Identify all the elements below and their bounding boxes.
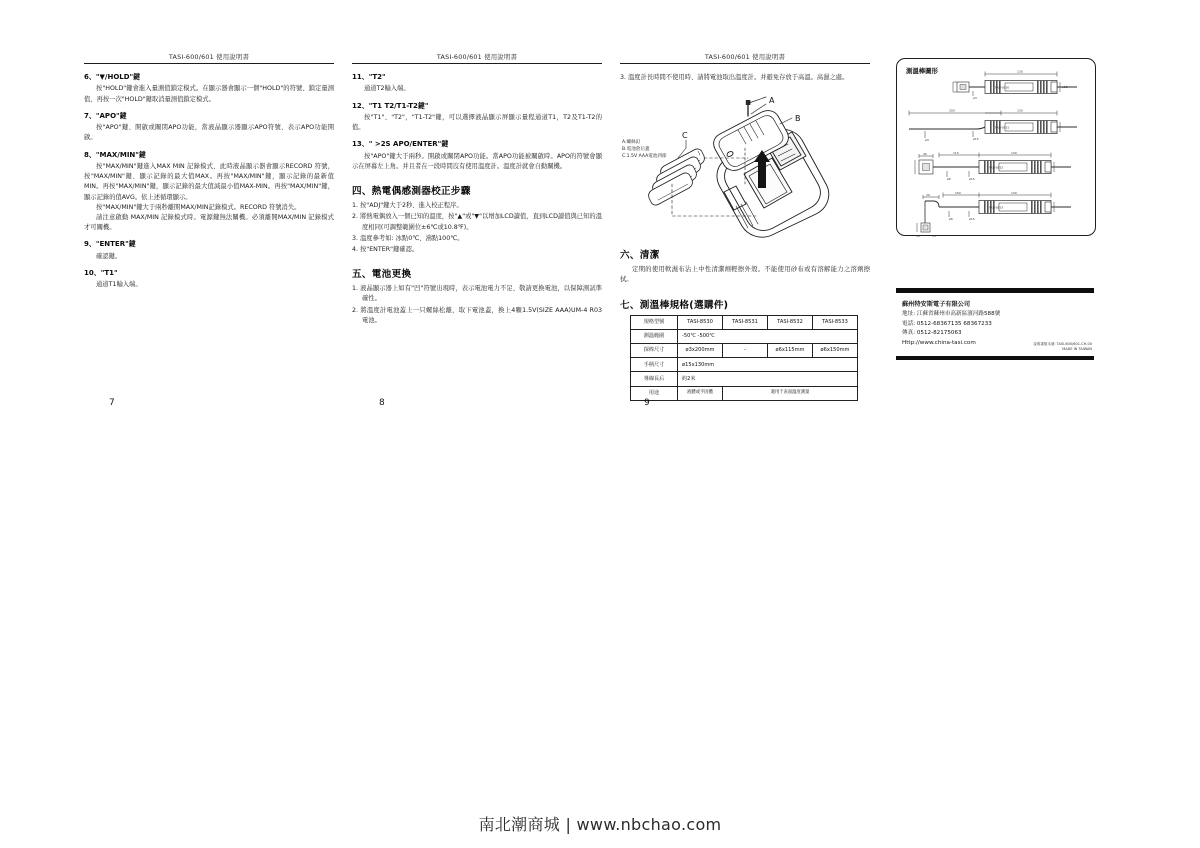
calibration-step: 2. 將熱電偶放入一個已知的溫度，按"▲"或"▼"以增加LCD讀值，直到LCD讀值與已知的溫度相同(可調整範圍位±6℃或10.8℉)。 xyxy=(352,213,602,231)
battery-step: 1. 液晶顯示器上如有"凹"符號出現時，表示電池電力不足、敬請更換電池，以保障測試準確性。 xyxy=(352,285,602,303)
item-maxmin xyxy=(84,151,334,234)
page-number-right: 9 xyxy=(644,398,650,408)
item-2s-apo-enter-title: 13、" >2S APO/ENTER"鍵 xyxy=(352,140,449,149)
thermometer-exploded-illustration xyxy=(620,88,870,236)
svg-text:130: 130 xyxy=(1011,191,1017,195)
section-calibration-title: 四、熱電偶感測器校正步驟 xyxy=(352,186,471,198)
section-cleaning-title: 六、清潔 xyxy=(620,250,660,262)
column-left-header: TASI-600/601 使用說明書 xyxy=(84,52,334,64)
callout-c-label: C xyxy=(682,131,688,141)
spec-row-label: 手柄尺寸 xyxy=(631,358,678,372)
callout-a-label: A xyxy=(769,96,775,106)
svg-text:ø6: ø6 xyxy=(947,177,951,181)
company-website[interactable]: Http://www.china-tasi.com xyxy=(902,339,976,346)
svg-text:TASI-8532: TASI-8532 xyxy=(989,165,1004,170)
spec-row-label: 探棒尺寸 xyxy=(631,343,678,357)
company-name: 蘇州特安斯電子有限公司 xyxy=(902,300,971,308)
svg-text:130: 130 xyxy=(1011,151,1017,155)
svg-text:ø15: ø15 xyxy=(969,177,975,181)
item-hold-title: 6、"▼/HOLD"鍵 xyxy=(84,73,141,81)
svg-text:ø3: ø3 xyxy=(925,138,929,142)
item-apo-title: 7、"APO"鍵 xyxy=(84,111,127,120)
section-battery-title: 五、電池更換 xyxy=(352,269,412,281)
spec-cell: 約2米 xyxy=(678,372,858,386)
spec-cell: 液體或半固體 xyxy=(678,386,723,400)
site-watermark: 南北潮商城 | www.nbchao.com xyxy=(478,815,722,834)
item-maxmin-body2: 按"MAX/MIN"鍵大于兩秒離開MAX/MIN記錄模式。RECORD 符號消失。 xyxy=(96,203,301,211)
legend-a: A.螺絲釘 xyxy=(622,140,641,146)
probe-diagram-panel xyxy=(896,58,1096,236)
item-maxmin-body: 按"MAX/MIN"鍵進入MAX MIN 記錄模式、此時液晶顯示器會顯示RECORD 符號，按"MAX/MIN"鍵、顯示記錄的最大值MAX。再按"MAX/MIN"鍵，顯示記錄的最新值MIN。再按"MAX/MIN"鍵，顯示記錄的最大值減最小值MAX-MIN。再按"MAX/MIN"鍵，顯示記錄的值AVG。依上述循環顯示。 xyxy=(84,163,334,201)
probe-illustrations xyxy=(897,59,1095,238)
company-fax: 傳真: 0512-82175063 xyxy=(902,330,962,337)
probe-spec-table xyxy=(630,315,858,401)
company-footnotes xyxy=(1033,342,1092,353)
spec-cell: TASI-8530 xyxy=(678,315,723,329)
legend-c: C.1.5V AAA電池四節 xyxy=(622,153,667,159)
table-row xyxy=(631,329,858,343)
column-right-header: TASI-600/601 使用說明書 xyxy=(620,52,870,64)
callout-b-label: B xyxy=(795,114,801,124)
svg-text:15: 15 xyxy=(932,234,936,238)
item-t2 xyxy=(352,73,602,95)
battery-step: 2. 將溫度計電池蓋上一只螺絲松離，取下電池蓋，換上4顆1.5V(SIZE AAA)UM-4 R03 電池。 xyxy=(352,306,602,324)
item-2s-apo-enter-body: 按"APO"鍵大于兩秒。開啟或關閉APO功能。當APO功能被關啟時。APO的符號會顯示在屏幕左上角。并且者在一段時間沒有使用溫度計。溫度計就會自動關機。 xyxy=(352,152,602,171)
page-number-middle: 8 xyxy=(379,398,385,408)
table-row xyxy=(631,372,858,386)
item-enter-body: 確認鍵。 xyxy=(96,252,122,260)
item-enter-title: 9、"ENTER"鍵 xyxy=(84,240,136,249)
item-apo xyxy=(84,112,334,144)
page-number-left: 7 xyxy=(109,398,115,408)
svg-text:TASI-8531: TASI-8531 xyxy=(995,125,1010,130)
calibration-step: 4. 按"ENTER"鍵確認。 xyxy=(352,246,419,253)
item-maxmin-title: 8、"MAX/MIN"鍵 xyxy=(84,150,146,159)
calibration-step: 1. 按"ADJ"鍵大于2秒、進入校正程序。 xyxy=(352,202,463,210)
item-t2-body: 通道T2輸入端。 xyxy=(364,85,410,93)
item-t1-title: 10、"T1" xyxy=(84,269,118,277)
spec-cell: 適用于表面溫度測量 xyxy=(723,386,858,400)
item-hold xyxy=(84,73,334,105)
battery-steps xyxy=(352,284,602,326)
item-apo-body: 按"APO"鍵、開啟或關閉APO功能，當液晶顯示器顯示APO符號、表示APO功能開啟。 xyxy=(84,124,334,142)
item-t1t2-title: 12、"T1 T2/T1-T2鍵" xyxy=(352,101,429,110)
item-t1t2 xyxy=(352,102,602,134)
spec-cell: ø3x200mm xyxy=(678,343,723,357)
spec-cell: ø6x150mm xyxy=(813,343,858,357)
item-enter xyxy=(84,240,334,262)
calibration-steps xyxy=(352,201,602,255)
svg-text:ø15: ø15 xyxy=(973,137,979,141)
spec-cell: ø15x130mm xyxy=(678,358,858,372)
company-info-block xyxy=(896,288,1094,360)
battery-step: 3. 溫度計長時間不使用時、請將電池取出溫度計。并避免存放于高溫。高濕之處。 xyxy=(620,74,849,81)
item-t1 xyxy=(84,269,334,291)
table-row xyxy=(631,315,858,329)
item-t1t2-body: 按"T1"、"T2"，"T1-T2"鍵，可以選擇液晶顯示屏顯示量程通道T1，T2及T1-T2的值。 xyxy=(352,114,602,132)
spec-cell: ø6x115mm xyxy=(768,343,813,357)
item-hold-body: 按"HOLD"鍵會進入量測值鎖定模式。在顯示器會顯示一個"HOLD"的符號、鎖定量測值，再按一次"HOLD"鍵取消量測值鎖定模式。 xyxy=(84,85,334,103)
spec-row-label: 規格型號 xyxy=(631,315,678,329)
item-t2-title: 11、"T2" xyxy=(352,73,386,81)
section-spec-title: 七、測溫棒規格(選購件) xyxy=(620,299,729,311)
section-cleaning-body: 定期的使用軟濕布沾上中性清潔劑輕擦外殼。不能使用砂布或有溶解能力之溶劑擦拭。 xyxy=(620,266,870,284)
svg-text:115: 115 xyxy=(953,151,959,155)
svg-text:ø3: ø3 xyxy=(973,96,977,100)
svg-text:30: 30 xyxy=(916,234,920,238)
item-t1-body: 通道T1輸入端。 xyxy=(96,281,142,289)
table-row xyxy=(631,343,858,357)
svg-text:40: 40 xyxy=(923,152,927,156)
battery-steps-continued xyxy=(620,73,870,83)
column-left xyxy=(84,52,334,402)
svg-text:130: 130 xyxy=(1017,69,1023,74)
page-numbers xyxy=(84,398,874,416)
divider-bottom xyxy=(896,356,1094,361)
column-right xyxy=(620,52,870,402)
battery-diagram-legend xyxy=(622,140,667,161)
column-middle xyxy=(352,52,602,402)
spec-cell: TASI-8531 xyxy=(723,315,768,329)
svg-text:20: 20 xyxy=(926,193,930,197)
spec-cell: TASI-8532 xyxy=(768,315,813,329)
spec-cell: TASI-8533 xyxy=(813,315,858,329)
svg-text:TASI-8533: TASI-8533 xyxy=(989,205,1004,210)
svg-text:150: 150 xyxy=(955,191,961,195)
company-phone: 電話: 0512-68367135 68367233 xyxy=(902,320,992,327)
svg-text:ø6: ø6 xyxy=(949,217,953,221)
made-in: MADE IN TAIWAN xyxy=(1062,346,1092,351)
doc-version: 說明書版本號: TASI-600/601-CH-00 xyxy=(1033,341,1092,346)
spec-cell: -50℃ -500℃ xyxy=(678,329,858,343)
probe-panel-title: 測溫棒圖形 xyxy=(906,67,938,75)
manual-columns xyxy=(84,52,874,402)
svg-text:200: 200 xyxy=(949,108,955,113)
column-middle-header: TASI-600/601 使用說明書 xyxy=(352,52,602,64)
battery-diagram xyxy=(620,88,870,236)
company-address: 地址: 江蘇省蘇州市高新區濱河路588號 xyxy=(902,311,1001,318)
spec-row-label: 測溫範圍 xyxy=(631,329,678,343)
table-row xyxy=(631,358,858,372)
legend-b: B.電池倉后蓋 xyxy=(622,147,650,153)
calibration-step: 3. 溫度參考如: 冰點0℃、沸點100℃。 xyxy=(352,234,464,242)
svg-text:130: 130 xyxy=(1017,108,1023,113)
svg-text:TASI-8530: TASI-8530 xyxy=(995,85,1010,90)
svg-text:ø15: ø15 xyxy=(1062,85,1068,89)
spec-row-label: 導線長后 xyxy=(631,372,678,386)
item-2s-apo-enter xyxy=(352,140,602,172)
item-maxmin-body3: 請注意啟動 MAX/MIN 記錄模式時。電源鍵無法關機。必須離開MAX/MIN 記錄模式才可關機。 xyxy=(84,214,334,232)
spec-row-label: 用途 xyxy=(631,386,678,400)
spec-cell: - xyxy=(723,343,768,357)
svg-text:ø15: ø15 xyxy=(969,217,975,221)
